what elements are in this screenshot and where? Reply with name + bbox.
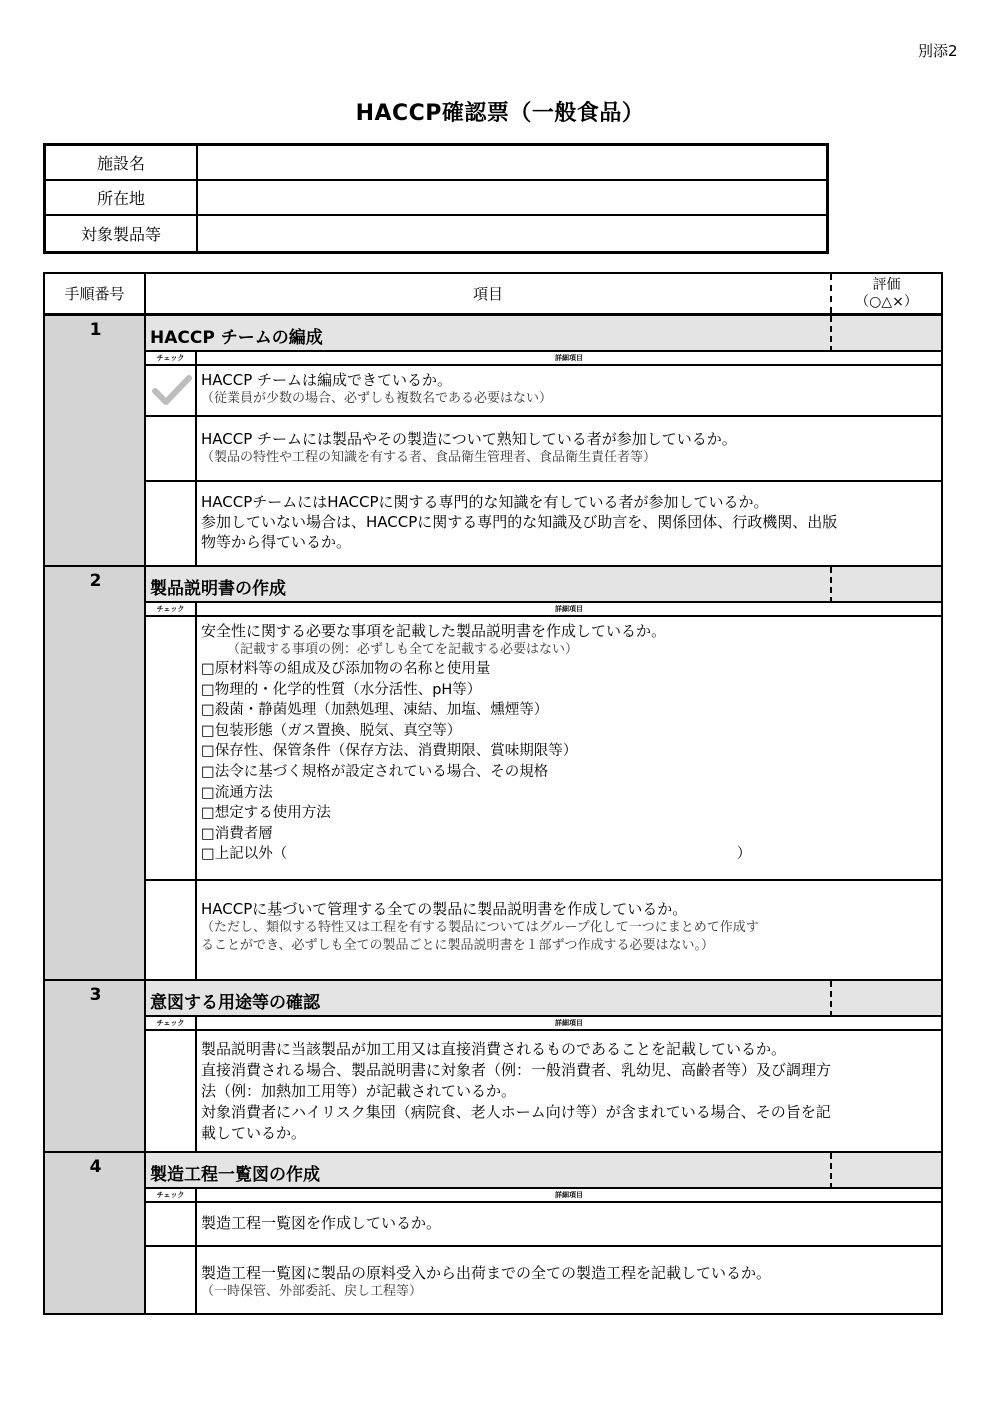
header-item: 項目 [472, 285, 503, 303]
sub-header-detail: 詳細項目 [555, 605, 583, 613]
item-option: □上記以外（ ） [201, 846, 752, 863]
checklist-item [146, 366, 941, 417]
item-option: □保存性、保管条件（保存方法、消費期限、賞味期限等） [201, 743, 578, 760]
sub-header-detail: 詳細項目 [555, 1019, 583, 1027]
header-eval-label: 評価 [872, 276, 901, 293]
item-line: 直接消費される場合、製品説明書に対象者（例：一般消費者、乳幼児、高齢者等）及び調理方 [201, 1061, 832, 1079]
page-title: HACCP確認票（一般食品） [355, 101, 645, 126]
header-eval-scale: （○△×） [855, 293, 918, 310]
target-product-field[interactable] [198, 216, 826, 251]
checklist-item [146, 1031, 941, 1151]
location-row [46, 181, 826, 216]
item-option: □法令に基づく規格が設定されている場合、その規格 [201, 763, 549, 780]
section-title: HACCP チームの編成 [146, 316, 830, 352]
section-number-cell [45, 316, 146, 565]
item-option: □殺菌・静菌処理（加熱処理、凍結、加塩、燻煙等） [201, 702, 549, 719]
section-2 [45, 567, 941, 981]
sub-header-check: チェック [146, 603, 197, 615]
sub-header-detail: 詳細項目 [555, 1191, 583, 1199]
item-text [201, 1039, 939, 1144]
item-line: 安全性に関する必要な事項を記載した製品説明書を作成しているか。 [201, 622, 667, 640]
check-cell[interactable] [146, 1031, 197, 1151]
item-text [201, 1213, 939, 1233]
check-cell[interactable] [146, 881, 197, 979]
sub-header-check: チェック [146, 1189, 197, 1201]
checklist-item [146, 1203, 941, 1247]
section-eval-cell[interactable] [830, 1153, 941, 1189]
item-line: 製品説明書に当該製品が加工用又は直接消費されるものであることを記載しているか。 [201, 1040, 787, 1058]
item-option: □想定する使用方法 [201, 805, 331, 822]
item-option: □消費者層 [201, 825, 273, 842]
target-product-label: 対象製品等 [46, 216, 198, 251]
item-text [201, 621, 939, 865]
location-field[interactable] [198, 181, 826, 214]
section-eval-cell[interactable] [830, 981, 941, 1017]
facility-name-label: 施設名 [46, 146, 198, 179]
item-note: （従業員が少数の場合、必ずしも複数名である必要はない） [201, 391, 553, 406]
section-eval-cell[interactable] [830, 567, 941, 603]
item-note: （一時保管、外部委託、戻し工程等） [201, 1284, 423, 1299]
section-number-cell [45, 567, 146, 979]
facility-name-row [46, 146, 826, 181]
sub-header-detail: 詳細項目 [555, 354, 583, 362]
section-1 [45, 316, 941, 567]
item-line: 法（例：加熱加工用等）が記載されているか。 [201, 1082, 517, 1100]
checklist-table [43, 272, 943, 1315]
item-line: 製造工程一覧図を作成しているか。 [201, 1214, 442, 1232]
section-number: 1 [89, 320, 102, 340]
item-line: HACCP チームには製品やその製造について熟知している者が参加しているか。 [201, 430, 737, 448]
item-line: HACCPに基づいて管理する全ての製品に製品説明書を作成しているか。 [201, 900, 688, 918]
location-label: 所在地 [46, 181, 198, 214]
checkmark-icon [152, 374, 192, 406]
item-option: □物理的・化学的性質（水分活性、pH等） [201, 681, 482, 698]
item-text [201, 370, 939, 408]
facility-info-table [43, 143, 829, 254]
header-step: 手順番号 [45, 274, 146, 313]
item-note: （ただし、類似する特性又は工程を有する製品についてはグループ化して一つにまとめて作成す [201, 920, 759, 935]
checklist-item [146, 482, 941, 565]
checklist-item [146, 417, 941, 482]
checklist-item [146, 617, 941, 881]
section-number-cell [45, 981, 146, 1151]
sub-header-check: チェック [146, 352, 197, 364]
item-line: HACCPチームにはHACCPに関する専門的な知識を有している者が参加しているか。 [201, 493, 769, 511]
attachment-label: 別添2 [918, 42, 958, 60]
item-note: ることができ、必ずしも全ての製品ごとに製品説明書を１部ずつ作成する必要はない。） [201, 938, 714, 953]
target-product-row [46, 216, 826, 251]
section-title: 製造工程一覧図の作成 [146, 1153, 830, 1189]
item-option: □流通方法 [201, 784, 273, 801]
item-line: 物等から得ているか。 [201, 533, 352, 551]
item-text [201, 1263, 939, 1301]
checklist-item [146, 881, 941, 979]
item-option: □包装形態（ガス置換、脱気、真空等） [201, 722, 462, 739]
check-cell[interactable] [146, 1203, 197, 1245]
item-option: □原材料等の組成及び添加物の名称と使用量 [201, 661, 491, 677]
item-text [201, 429, 939, 467]
item-line: 対象消費者にハイリスク集団（病院食、老人ホーム向け等）が含まれている場合、その旨を記 [201, 1103, 831, 1121]
sub-header [146, 1189, 941, 1203]
sub-header [146, 352, 941, 366]
check-cell[interactable] [146, 617, 197, 879]
item-note: （記載する事項の例：必ずしも全てを記載する必要はない） [227, 642, 579, 657]
section-number: 4 [89, 1157, 102, 1177]
section-title: 意図する用途等の確認 [146, 981, 830, 1017]
sub-header-check: チェック [146, 1017, 197, 1029]
item-text [201, 492, 939, 552]
check-cell[interactable] [146, 366, 197, 415]
sub-header [146, 1017, 941, 1031]
item-line: 参加していない場合は、HACCPに関する専門的な知識及び助言を、関係団体、行政機関、出版 [201, 513, 838, 531]
section-4 [45, 1153, 941, 1313]
sub-header [146, 603, 941, 617]
item-text [201, 899, 939, 955]
check-cell[interactable] [146, 482, 197, 565]
section-title: 製品説明書の作成 [146, 567, 830, 603]
check-cell[interactable] [146, 417, 197, 480]
item-line: 載しているか。 [201, 1124, 307, 1142]
item-note: （製品の特性や工程の知識を有する者、食品衛生管理者、食品衛生責任者等） [201, 450, 657, 465]
section-number: 2 [89, 571, 102, 591]
checklist-header [45, 274, 941, 316]
check-cell[interactable] [146, 1247, 197, 1313]
facility-name-field[interactable] [198, 146, 826, 179]
section-number-cell [45, 1153, 146, 1313]
header-eval [830, 274, 941, 313]
section-3 [45, 981, 941, 1153]
section-eval-cell[interactable] [830, 316, 941, 352]
section-number: 3 [89, 985, 102, 1005]
item-line: HACCP チームは編成できているか。 [201, 371, 453, 389]
checklist-item [146, 1247, 941, 1313]
item-line: 製造工程一覧図に製品の原料受入から出荷までの全ての製造工程を記載しているか。 [201, 1264, 772, 1282]
